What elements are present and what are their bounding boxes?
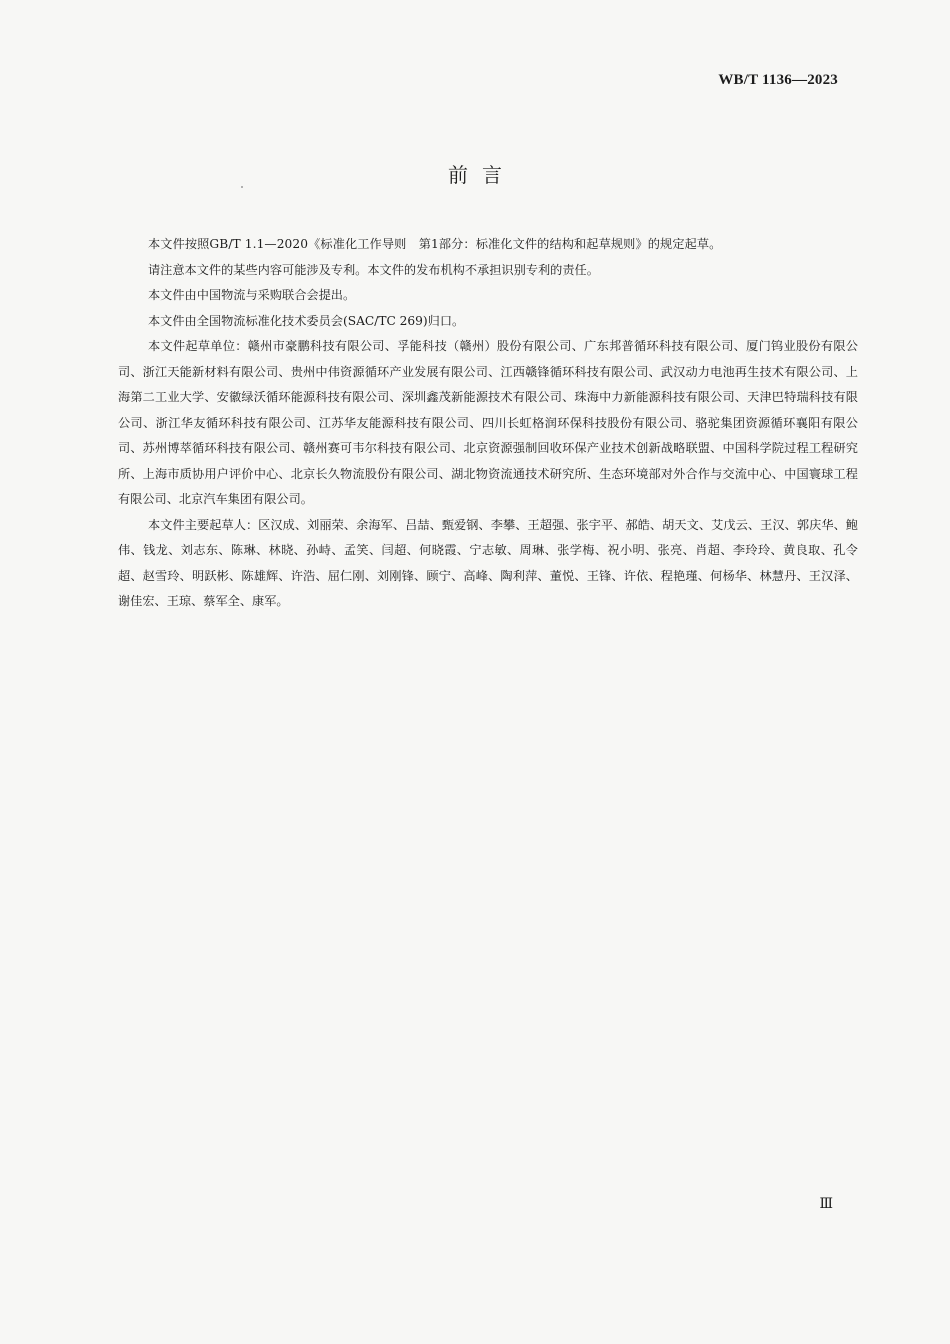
paragraph-administrator: 本文件由全国物流标准化技术委员会(SAC/TC 269)归口。: [148, 313, 465, 328]
page-number: Ⅲ: [819, 1197, 834, 1212]
paragraph-patent-notice: 请注意本文件的某些内容可能涉及专利。本文件的发布机构不承担识别专利的责任。: [148, 262, 599, 277]
paragraph-proposer: 本文件由中国物流与采购联合会提出。: [148, 288, 356, 302]
scan-speck: [241, 186, 243, 188]
page-title: 前言: [448, 163, 516, 187]
paragraph-drafting-organizations: 本文件起草单位：赣州市豪鹏科技有限公司、孚能科技（赣州）股份有限公司、广东邦普循环科技有限公司、厦门钨业股份有限公司、浙江天能新材料有限公司、贵州中伟资源循环产业发展有限公司、江西赣锋循环科技有限公司、武汉动力电池再生技术有限公司、上海第二工业大学、安徽绿沃循环能源科技有限公司、深圳鑫茂新能源技术有限公司、珠海中力新能源科技有限公司、天津巴特瑞科技有限公司、浙江华友循环科技有限公司、江苏华友能源科技有限公司、四川长虹格润环保科技股份有限公司、骆驼集团资源循环襄阳有限公司、苏州博萃循环科技有限公司、赣州赛可韦尔科技有限公司、北京资源强制回收环保产业技术创新战略联盟、中国科学院过程工程研究所、上海市质协用户评价中心、北京长久物流股份有限公司、湖北物资流通技术研究所、生态环境部对外合作与交流中心、中国寰球工程有限公司、北京汽车集团有限公司。: [118, 339, 858, 506]
paragraph-drafting-rules: 本文件按照GB/T 1.1—2020《标准化工作导则 第1部分：标准化文件的结构和起草规则》的规定起草。: [148, 237, 722, 251]
paragraph-main-drafters: 本文件主要起草人：区汉成、刘丽荣、余海军、吕喆、甄爱钢、李攀、王超强、张宇平、郝皓、胡天文、艾戊云、王汉、郭庆华、鲍伟、钱龙、刘志东、陈琳、林晓、孙峙、孟笑、闫超、何晓霞、宁志敏、周琳、张学梅、祝小明、张亮、肖超、李玲玲、黄良取、孔令超、赵雪玲、明跃彬、陈雄辉、许浩、屈仁刚、刘刚锋、顾宁、高峰、陶利萍、董悦、王锋、许依、程艳瑾、何杨华、林慧丹、王汉泽、谢佳宏、王琼、蔡军全、康军。: [118, 517, 858, 608]
standard-number: WB/T 1136—2023: [718, 72, 838, 88]
foreword-body: [118, 232, 858, 615]
